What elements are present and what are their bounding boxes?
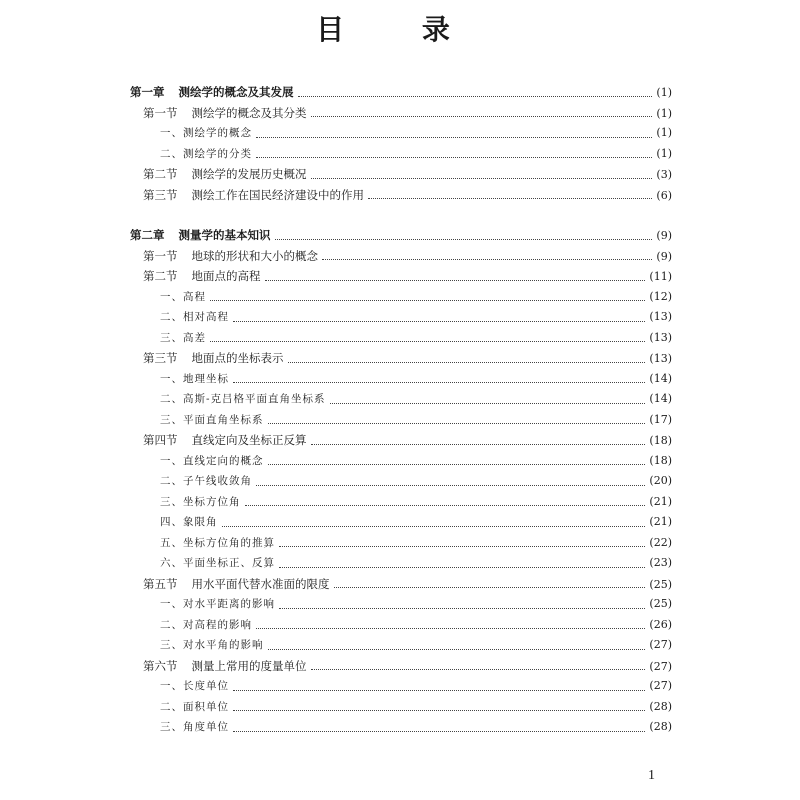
leader-dots [256, 157, 652, 158]
toc-item[interactable] [130, 287, 672, 308]
leader-dots [233, 690, 645, 691]
toc-item[interactable] [130, 553, 672, 574]
toc-item[interactable] [130, 471, 672, 492]
table-of-contents [130, 82, 672, 738]
toc-item-label [160, 144, 252, 165]
toc-chapter-number: 第一章 [130, 85, 165, 99]
toc-item-label [160, 717, 229, 738]
toc-item-title: 三、平面直角坐标系 [160, 413, 264, 426]
toc-section-page: (18) [649, 434, 672, 447]
toc-item-label [160, 615, 252, 636]
toc-section[interactable] [130, 574, 672, 595]
leader-dots [268, 423, 646, 424]
toc-item-title: 二、面积单位 [160, 700, 229, 713]
toc-section-title: 测绘工作在国民经济建设中的作用 [191, 187, 364, 202]
toc-section[interactable] [130, 164, 672, 185]
toc-item-page: (1) [656, 146, 672, 160]
toc-section-page: (25) [649, 577, 672, 591]
toc-item-page: (17) [649, 412, 672, 426]
toc-section-page: (6) [656, 188, 672, 202]
toc-section[interactable] [130, 348, 672, 369]
toc-item[interactable] [130, 697, 672, 718]
toc-item-label [160, 697, 229, 718]
toc-item-page: (20) [649, 474, 672, 487]
toc-item[interactable] [130, 410, 672, 431]
toc-item[interactable] [130, 717, 672, 738]
toc-section-title: 测绘学的概念及其分类 [191, 105, 307, 120]
toc-section-page: (9) [656, 249, 672, 263]
toc-item[interactable] [130, 144, 672, 165]
toc-section-page: (27) [649, 659, 672, 673]
leader-dots [268, 464, 646, 465]
toc-item-title: 三、坐标方位角 [160, 495, 241, 508]
toc-item-label [160, 635, 264, 656]
toc-section-number: 第四节 [143, 433, 178, 447]
toc-item-title: 三、高差 [160, 331, 206, 344]
leader-dots [256, 485, 645, 486]
toc-item[interactable] [130, 594, 672, 615]
toc-chapter-page: (1) [656, 86, 672, 99]
leader-dots [210, 300, 645, 301]
toc-item-title: 六、平面坐标正、反算 [160, 557, 275, 569]
toc-section[interactable] [130, 430, 672, 451]
toc-item-page: (12) [649, 289, 672, 303]
toc-section-label [143, 574, 330, 595]
toc-item-title: 三、角度单位 [160, 721, 229, 733]
page-number: 1 [648, 768, 655, 783]
toc-item[interactable] [130, 512, 672, 533]
toc-item[interactable] [130, 307, 672, 328]
toc-item[interactable] [130, 451, 672, 472]
toc-section-number: 第一节 [143, 248, 178, 263]
toc-chapter[interactable] [130, 225, 672, 246]
toc-item-label [160, 533, 275, 554]
toc-item[interactable] [130, 389, 672, 410]
leader-dots [298, 96, 653, 97]
toc-section-title: 地面点的坐标表示 [191, 351, 284, 365]
toc-item-label [160, 553, 275, 574]
toc-item-title: 一、测绘学的概念 [160, 127, 252, 139]
toc-chapter-label [130, 225, 271, 246]
toc-item[interactable] [130, 533, 672, 554]
toc-section-title: 直线定向及坐标正反算 [191, 433, 307, 447]
toc-item-page: (21) [649, 494, 672, 508]
toc-section-page: (11) [649, 270, 672, 283]
leader-dots [330, 403, 646, 404]
toc-item-label [160, 307, 229, 328]
toc-section-number: 第三节 [143, 351, 178, 365]
toc-item-title: 二、测绘学的分类 [160, 147, 252, 160]
toc-section-number: 第六节 [143, 658, 178, 673]
toc-item-page: (27) [649, 638, 672, 651]
toc-item-page: (18) [649, 453, 672, 467]
toc-item[interactable] [130, 492, 672, 513]
toc-item-page: (25) [649, 597, 672, 610]
toc-item[interactable] [130, 369, 672, 390]
toc-item[interactable] [130, 676, 672, 697]
toc-item-label [160, 369, 229, 390]
toc-section-title: 用水平面代替水准面的限度 [191, 576, 330, 591]
toc-item-page: (1) [656, 126, 672, 139]
toc-section-label [143, 430, 307, 451]
toc-section-number: 第二节 [143, 269, 178, 283]
leader-dots [288, 362, 646, 363]
toc-section-number: 第二节 [143, 167, 178, 181]
toc-section[interactable] [130, 185, 672, 206]
toc-section-title: 测绘学的发展历史概况 [191, 167, 307, 181]
toc-section-label [143, 103, 307, 124]
toc-section-page: (1) [656, 106, 672, 120]
toc-section-page: (13) [649, 352, 672, 365]
toc-item-label [160, 471, 252, 492]
toc-section-title: 地面点的高程 [191, 269, 261, 283]
leader-dots [233, 321, 645, 322]
leader-dots [279, 608, 645, 609]
toc-chapter[interactable] [130, 82, 672, 103]
toc-section-number: 第五节 [143, 576, 178, 591]
toc-chapter-label [130, 82, 294, 103]
chapter-spacer [130, 205, 672, 225]
toc-section[interactable] [130, 266, 672, 287]
leader-dots [233, 710, 645, 711]
leader-dots [222, 526, 646, 527]
leader-dots [322, 259, 652, 260]
leader-dots [265, 280, 646, 281]
leader-dots [233, 731, 645, 732]
toc-section-label [143, 266, 261, 287]
toc-item[interactable] [130, 123, 672, 144]
toc-item-title: 二、相对高程 [160, 311, 229, 323]
leader-dots [256, 137, 652, 138]
toc-item[interactable] [130, 615, 672, 636]
toc-item-title: 四、象限角 [160, 516, 218, 528]
toc-section[interactable] [130, 656, 672, 677]
toc-section-label [143, 185, 364, 206]
leader-dots [311, 178, 653, 179]
leader-dots [279, 546, 645, 547]
toc-item-label [160, 287, 206, 308]
toc-item-page: (13) [649, 330, 672, 344]
toc-section-number: 第一节 [143, 105, 178, 120]
toc-item-label [160, 410, 264, 431]
leader-dots [279, 567, 645, 568]
toc-item-title: 一、直线定向的概念 [160, 454, 264, 467]
leader-dots [210, 341, 645, 342]
leader-dots [268, 649, 646, 650]
toc-item-page: (23) [649, 556, 672, 569]
toc-section-label [143, 246, 318, 267]
leader-dots [256, 628, 645, 629]
toc-item-title: 一、地理坐标 [160, 372, 229, 385]
toc-item-label [160, 594, 275, 615]
toc-item[interactable] [130, 328, 672, 349]
leader-dots [311, 444, 646, 445]
toc-section[interactable] [130, 103, 672, 124]
toc-item-label [160, 328, 206, 349]
toc-chapter-page: (9) [656, 229, 672, 242]
toc-item-label [160, 123, 252, 144]
toc-section-title: 地球的形状和大小的概念 [191, 248, 318, 263]
leader-dots [245, 505, 646, 506]
toc-section[interactable] [130, 246, 672, 267]
toc-item-label [160, 389, 326, 410]
leader-dots [233, 382, 645, 383]
toc-item-title: 二、子午线收敛角 [160, 475, 252, 487]
leader-dots [334, 587, 646, 588]
toc-section-label [143, 164, 307, 185]
toc-item-page: (28) [649, 720, 672, 733]
leader-dots [311, 116, 653, 117]
page-title: 目 录 [316, 13, 484, 46]
toc-item-title: 一、高程 [160, 290, 206, 303]
toc-item-page: (27) [649, 679, 672, 692]
toc-item-page: (14) [649, 371, 672, 385]
toc-item-page: (21) [649, 515, 672, 528]
leader-dots [311, 669, 646, 670]
leader-dots [275, 239, 653, 240]
toc-chapter-title: 测绘学的概念及其发展 [178, 85, 294, 99]
toc-section-number: 第三节 [143, 187, 178, 202]
leader-dots [368, 198, 652, 199]
toc-item-title: 一、长度单位 [160, 680, 229, 692]
toc-item-label [160, 492, 241, 513]
toc-item[interactable] [130, 635, 672, 656]
toc-section-label [143, 656, 307, 677]
toc-item-title: 二、对高程的影响 [160, 618, 252, 631]
toc-item-title: 三、对水平角的影响 [160, 639, 264, 651]
toc-item-page: (28) [649, 699, 672, 713]
toc-section-title: 测量上常用的度量单位 [191, 658, 307, 673]
toc-item-title: 五、坐标方位角的推算 [160, 536, 275, 549]
toc-item-label [160, 512, 218, 533]
toc-item-label [160, 451, 264, 472]
toc-section-page: (3) [656, 168, 672, 181]
toc-item-title: 一、对水平距离的影响 [160, 598, 275, 610]
toc-item-page: (22) [649, 535, 672, 549]
toc-item-page: (26) [649, 617, 672, 631]
toc-item-page: (14) [649, 392, 672, 405]
toc-section-label [143, 348, 284, 369]
toc-item-title: 二、高斯-克吕格平面直角坐标系 [160, 393, 326, 405]
toc-chapter-title: 测量学的基本知识 [178, 228, 271, 242]
toc-item-label [160, 676, 229, 697]
toc-item-page: (13) [649, 310, 672, 323]
toc-chapter-number: 第二章 [130, 228, 165, 242]
